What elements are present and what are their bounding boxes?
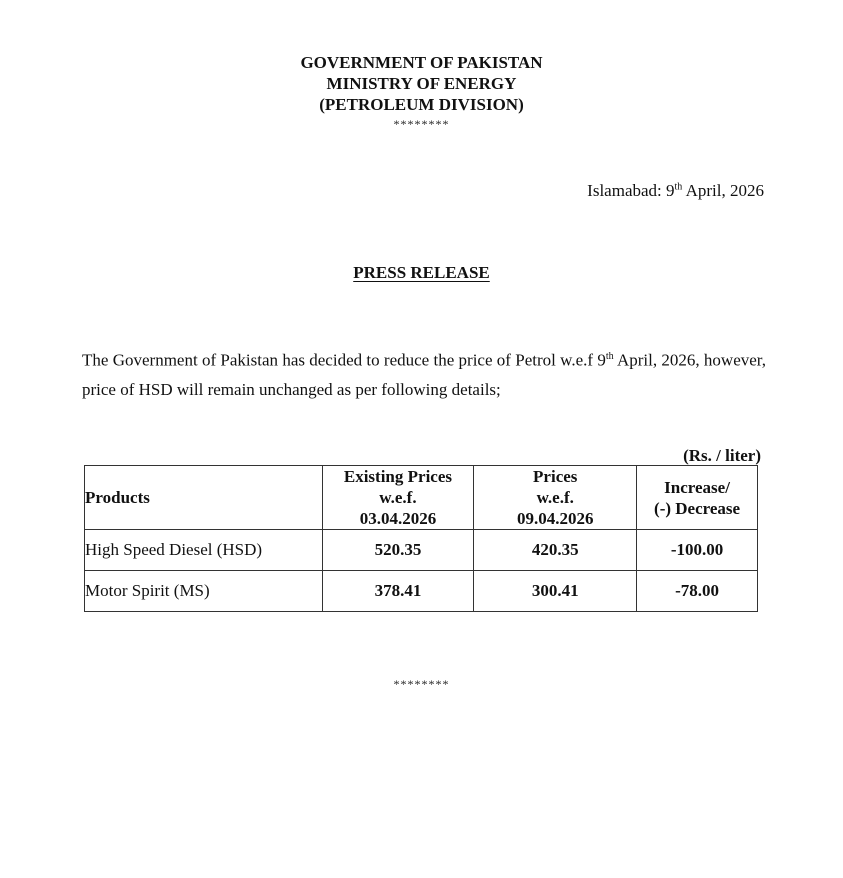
header-new-line2: w.e.f. xyxy=(536,488,574,507)
existing-price: 520.35 xyxy=(322,530,474,571)
price-table xyxy=(84,465,758,612)
header-change xyxy=(637,466,758,530)
dateline-place: Islamabad: 9 xyxy=(587,181,675,200)
table-row xyxy=(85,530,758,571)
header-products: Products xyxy=(85,466,323,530)
header-existing-line2: w.e.f. xyxy=(379,488,417,507)
table-header-row xyxy=(85,466,758,530)
price-change: -100.00 xyxy=(637,530,758,571)
header-change-line2: (-) Decrease xyxy=(654,498,741,518)
press-release-body xyxy=(82,342,766,404)
header-existing-prices xyxy=(322,466,474,530)
header-change-line1: Increase/ xyxy=(664,477,730,497)
header-new-line1: Prices xyxy=(533,467,578,486)
header-existing-line1: Existing Prices xyxy=(343,467,453,486)
table-row xyxy=(85,571,758,612)
header-separator: ******** xyxy=(393,117,450,131)
footer-separator: ******** xyxy=(393,677,450,691)
body-ordinal: th xyxy=(605,351,614,362)
product-name: Motor Spirit (MS) xyxy=(85,571,323,612)
price-change: -78.00 xyxy=(637,571,758,612)
price-unit: (Rs. / liter) xyxy=(683,446,761,465)
dateline-date: April, 2026 xyxy=(682,181,764,200)
header-existing-line3: 03.04.2026 xyxy=(359,509,437,528)
header-new-prices xyxy=(474,466,637,530)
new-price: 420.35 xyxy=(474,530,637,571)
new-price: 300.41 xyxy=(474,571,637,612)
dateline xyxy=(587,181,764,201)
letterhead-division: (PETROLEUM DIVISION) xyxy=(319,95,524,114)
press-release-title xyxy=(0,263,843,283)
letterhead xyxy=(0,52,843,115)
dateline-ordinal: th xyxy=(674,181,683,193)
header-new-line3: 09.04.2026 xyxy=(516,509,594,528)
body-part2: April, 2026, however, price of HSD will remain unchanged as per following details; xyxy=(82,350,767,399)
letterhead-government: GOVERNMENT OF PAKISTAN xyxy=(300,53,543,72)
existing-price: 378.41 xyxy=(322,571,474,612)
letterhead-ministry: MINISTRY OF ENERGY xyxy=(326,74,517,93)
press-release-title-text: PRESS RELEASE xyxy=(353,263,490,282)
body-part1: The Government of Pakistan has decided to reduce the price of Petrol w.e.f 9 xyxy=(82,350,606,370)
product-name: High Speed Diesel (HSD) xyxy=(85,530,323,571)
